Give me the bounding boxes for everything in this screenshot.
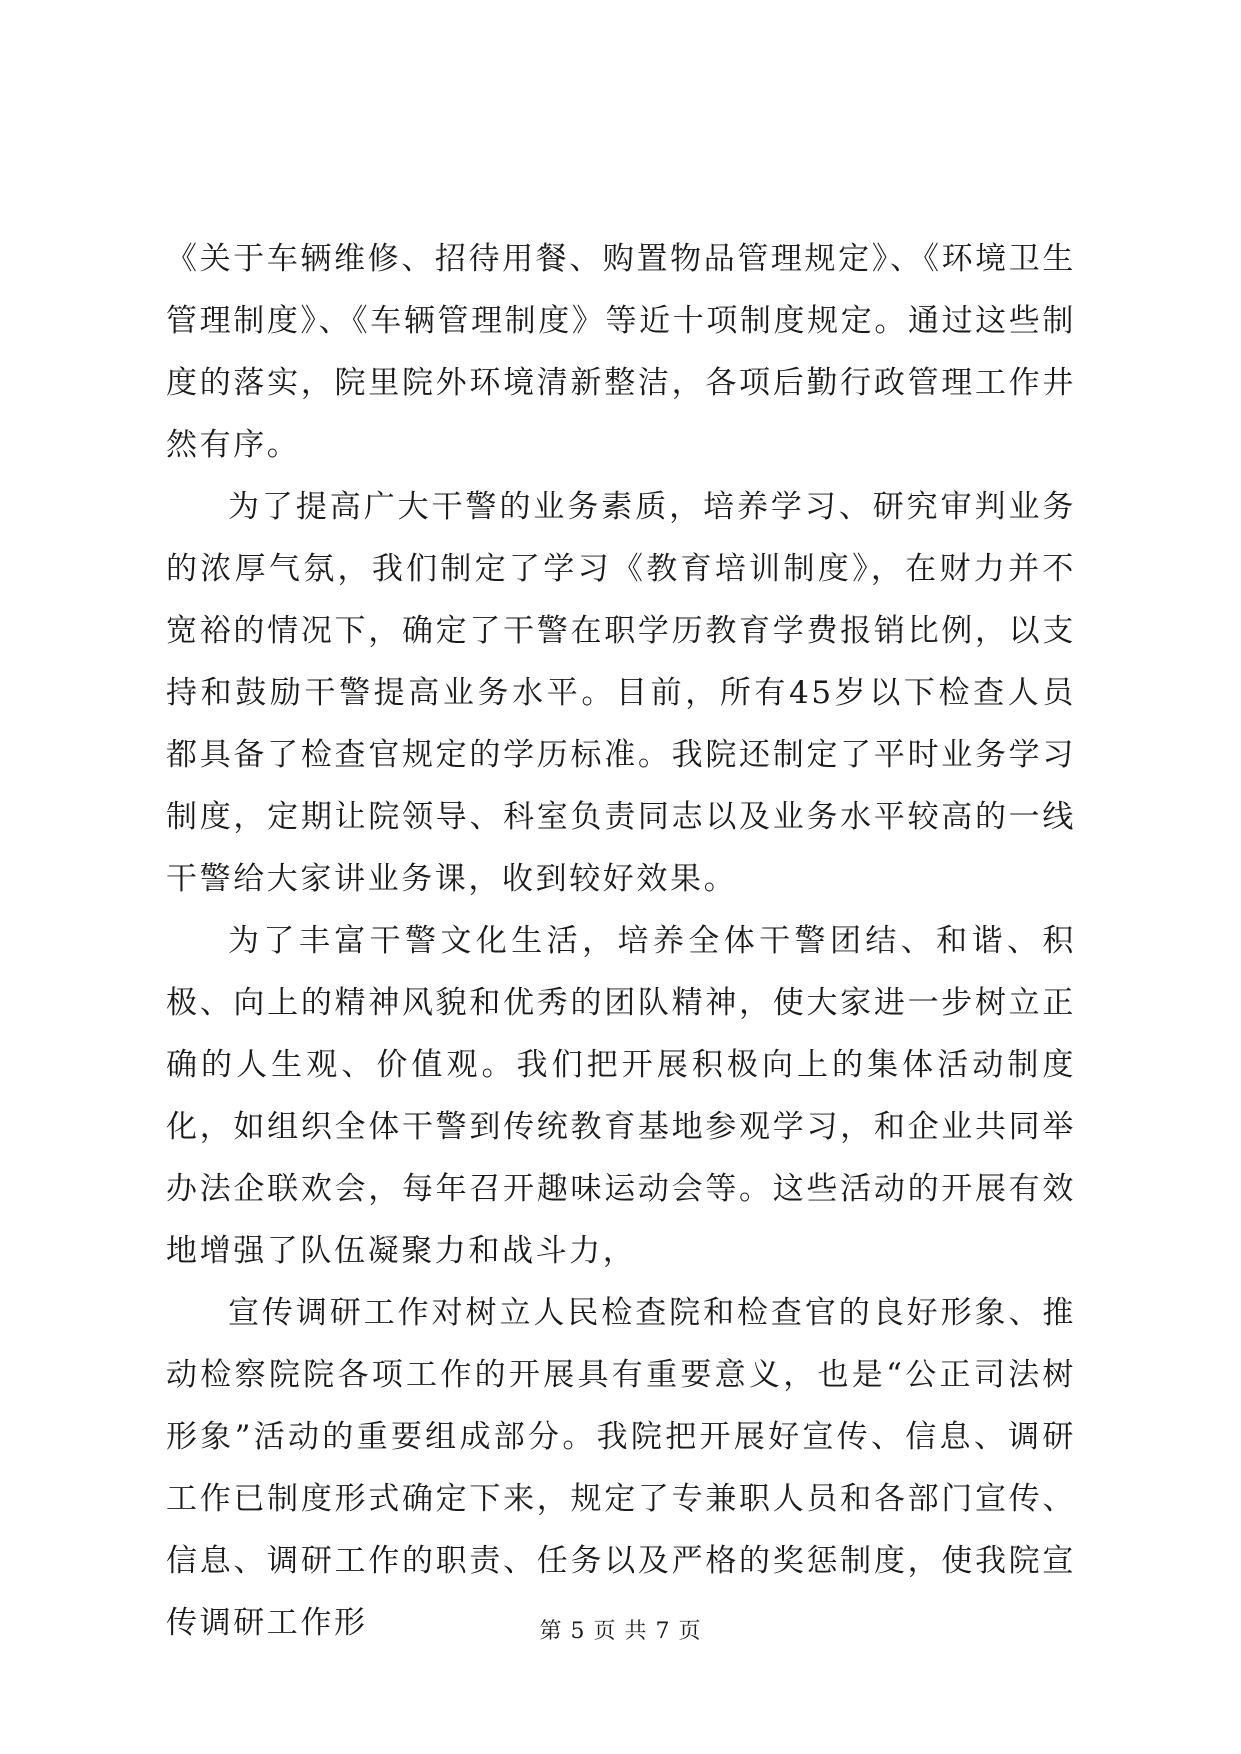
document-body	[166, 228, 1076, 1654]
paragraph-cultural-life: 为了丰富干警文化生活，培养全体干警团结、和谐、积极、向上的精神风貌和优秀的团队精神，使大家进一步树立正确的人生观、价值观。我们把开展积极向上的集体活动制度化，如组织全体干警到传统教育基地参观学习，和企业共同举办法企联欢会，每年召开趣味运动会等。这些活动的开展有效地增强了队伍凝聚力和战斗力，	[166, 923, 1076, 1269]
paragraph-publicity-research: 宣传调研工作对树立人民检查院和检查官的良好形象、推动检察院院各项工作的开展具有重要意义，也是“公正司法树形象”活动的重要组成部分。我院把开展好宣传、信息、调研工作已制度形式确定下来，规定了专兼职人员和各部门宣传、信息、调研工作的职责、任务以及严格的奖惩制度，使我院宣传调研工作形	[166, 1295, 1076, 1641]
page-number-footer: 第 5 页 共 7 页	[539, 1619, 702, 1644]
paragraph-continuation: 《关于车辆维修、招待用餐、购置物品管理规定》、《环境卫生管理制度》、《车辆管理制度》等近十项制度规定。通过这些制度的落实，院里院外环境清新整洁，各项后勤行政管理工作井然有序。	[166, 241, 1076, 463]
paragraph-education-training: 为了提高广大干警的业务素质，培养学习、研究审判业务的浓厚气氛，我们制定了学习《教育培训制度》，在财力并不宽裕的情况下，确定了干警在职学历教育学费报销比例，以支持和鼓励干警提高业务水平。目前，所有45岁以下检查人员都具备了检查官规定的学历标准。我院还制定了平时业务学习制度，定期让院领导、科室负责同志以及业务水平较高的一线干警给大家讲业务课，收到较好效果。	[166, 489, 1076, 897]
